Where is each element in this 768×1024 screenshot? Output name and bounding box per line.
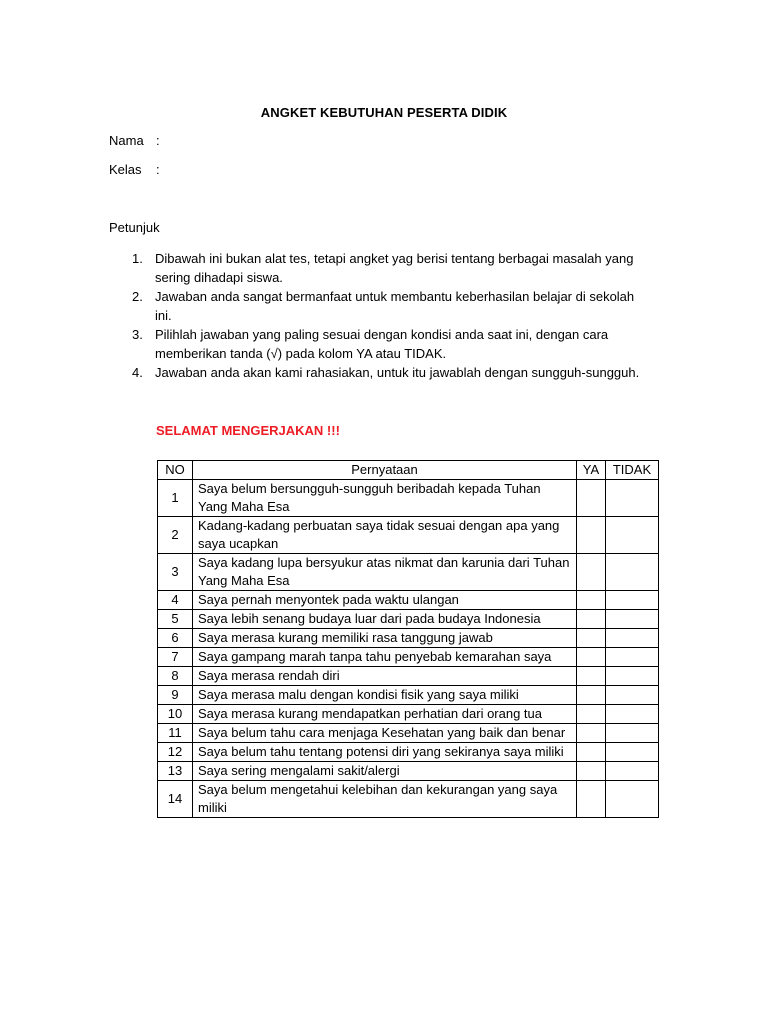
- row-number: 6: [158, 629, 193, 648]
- row-statement: Saya kadang lupa bersyukur atas nikmat dan karunia dari Tuhan Yang Maha Esa: [193, 554, 577, 591]
- ya-answer-cell[interactable]: [577, 705, 606, 724]
- ya-answer-cell[interactable]: [577, 629, 606, 648]
- instruction-text: Pilihlah jawaban yang paling sesuai dengan kondisi anda saat ini, dengan cara memberikan tanda (√) pada kolom YA atau TIDAK.: [155, 327, 609, 361]
- table-row: [158, 705, 659, 724]
- instruction-item: [132, 249, 652, 287]
- ya-answer-cell[interactable]: [577, 480, 606, 517]
- ya-answer-cell[interactable]: [577, 686, 606, 705]
- row-number: 3: [158, 554, 193, 591]
- ya-answer-cell[interactable]: [577, 648, 606, 667]
- tidak-answer-cell[interactable]: [606, 686, 659, 705]
- instruction-number: 4.: [132, 365, 143, 380]
- row-statement: Saya merasa malu dengan kondisi fisik yang saya miliki: [193, 686, 577, 705]
- row-statement: Saya belum tahu cara menjaga Kesehatan yang baik dan benar: [193, 724, 577, 743]
- tidak-answer-cell[interactable]: [606, 591, 659, 610]
- table-row: [158, 648, 659, 667]
- table-row: [158, 686, 659, 705]
- ya-answer-cell[interactable]: [577, 743, 606, 762]
- table-row: [158, 724, 659, 743]
- tidak-answer-cell[interactable]: [606, 705, 659, 724]
- table-row: [158, 781, 659, 818]
- row-number: 14: [158, 781, 193, 818]
- greeting-text: SELAMAT MENGERJAKAN !!!: [156, 423, 340, 438]
- table-row: [158, 629, 659, 648]
- row-number: 9: [158, 686, 193, 705]
- kelas-label: Kelas: [109, 162, 142, 177]
- row-statement: Saya merasa kurang mendapatkan perhatian dari orang tua: [193, 705, 577, 724]
- nama-label: Nama: [109, 133, 144, 148]
- row-statement: Saya pernah menyontek pada waktu ulangan: [193, 591, 577, 610]
- tidak-answer-cell[interactable]: [606, 480, 659, 517]
- header-statement: Pernyataan: [193, 461, 577, 480]
- row-statement: Saya lebih senang budaya luar dari pada budaya Indonesia: [193, 610, 577, 629]
- row-number: 7: [158, 648, 193, 667]
- row-statement: Saya belum mengetahui kelebihan dan kekurangan yang saya miliki: [193, 781, 577, 818]
- tidak-answer-cell[interactable]: [606, 554, 659, 591]
- page-title: ANGKET KEBUTUHAN PESERTA DIDIK: [260, 105, 508, 120]
- table-header-row: [158, 461, 659, 480]
- row-number: 13: [158, 762, 193, 781]
- row-number: 2: [158, 517, 193, 554]
- table-row: [158, 762, 659, 781]
- header-tidak: TIDAK: [606, 461, 659, 480]
- row-number: 1: [158, 480, 193, 517]
- row-statement: Saya merasa kurang memiliki rasa tanggung jawab: [193, 629, 577, 648]
- table-row: [158, 610, 659, 629]
- table-row: [158, 743, 659, 762]
- instruction-item: [132, 325, 652, 363]
- row-number: 8: [158, 667, 193, 686]
- tidak-answer-cell[interactable]: [606, 667, 659, 686]
- row-number: 12: [158, 743, 193, 762]
- instruction-text: Dibawah ini bukan alat tes, tetapi angket yag berisi tentang berbagai masalah yang sering dihadapi siswa.: [155, 251, 634, 285]
- ya-answer-cell[interactable]: [577, 724, 606, 743]
- ya-answer-cell[interactable]: [577, 610, 606, 629]
- row-number: 10: [158, 705, 193, 724]
- tidak-answer-cell[interactable]: [606, 610, 659, 629]
- instruction-number: 3.: [132, 327, 143, 342]
- ya-answer-cell[interactable]: [577, 517, 606, 554]
- tidak-answer-cell[interactable]: [606, 724, 659, 743]
- row-number: 5: [158, 610, 193, 629]
- instruction-item: [132, 363, 652, 382]
- instruction-text: Jawaban anda sangat bermanfaat untuk membantu keberhasilan belajar di sekolah ini.: [155, 289, 635, 323]
- ya-answer-cell[interactable]: [577, 762, 606, 781]
- tidak-answer-cell[interactable]: [606, 743, 659, 762]
- instruction-item: [132, 287, 652, 325]
- survey-table: [157, 460, 659, 818]
- header-no: NO: [158, 461, 193, 480]
- row-statement: Kadang-kadang perbuatan saya tidak sesuai dengan apa yang saya ucapkan: [193, 517, 577, 554]
- table-row: [158, 517, 659, 554]
- nama-field: [109, 133, 160, 148]
- kelas-separator: :: [156, 162, 160, 177]
- row-statement: Saya merasa rendah diri: [193, 667, 577, 686]
- header-ya: YA: [577, 461, 606, 480]
- row-statement: Saya belum bersungguh-sungguh beribadah kepada Tuhan Yang Maha Esa: [193, 480, 577, 517]
- kelas-field: [109, 162, 160, 177]
- survey-table-body: [158, 480, 659, 818]
- tidak-answer-cell[interactable]: [606, 648, 659, 667]
- nama-separator: :: [156, 133, 160, 148]
- tidak-answer-cell[interactable]: [606, 517, 659, 554]
- ya-answer-cell[interactable]: [577, 554, 606, 591]
- petunjuk-heading: Petunjuk: [109, 220, 160, 235]
- row-statement: Saya gampang marah tanpa tahu penyebab kemarahan saya: [193, 648, 577, 667]
- row-number: 11: [158, 724, 193, 743]
- instruction-text: Jawaban anda akan kami rahasiakan, untuk itu jawablah dengan sungguh-sungguh.: [155, 365, 640, 380]
- table-row: [158, 554, 659, 591]
- tidak-answer-cell[interactable]: [606, 781, 659, 818]
- ya-answer-cell[interactable]: [577, 781, 606, 818]
- ya-answer-cell[interactable]: [577, 591, 606, 610]
- ya-answer-cell[interactable]: [577, 667, 606, 686]
- table-row: [158, 480, 659, 517]
- instruction-number: 2.: [132, 289, 143, 304]
- tidak-answer-cell[interactable]: [606, 629, 659, 648]
- row-number: 4: [158, 591, 193, 610]
- tidak-answer-cell[interactable]: [606, 762, 659, 781]
- instruction-list: [132, 249, 652, 382]
- row-statement: Saya belum tahu tentang potensi diri yang sekiranya saya miliki: [193, 743, 577, 762]
- table-row: [158, 667, 659, 686]
- instruction-number: 1.: [132, 251, 143, 266]
- table-row: [158, 591, 659, 610]
- row-statement: Saya sering mengalami sakit/alergi: [193, 762, 577, 781]
